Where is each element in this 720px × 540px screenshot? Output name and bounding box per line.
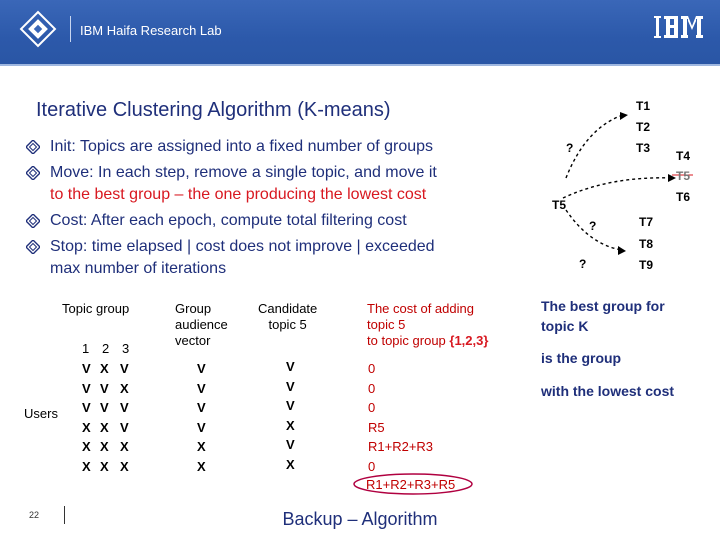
cost-cell: R5 [368, 419, 385, 435]
node-t7: T7 [639, 215, 654, 229]
bullet-keyword: Init: [50, 138, 76, 155]
matrix-cell: V [120, 361, 129, 376]
candidate-cell: V [286, 437, 295, 452]
audience-cell: V [197, 419, 206, 435]
cost-cell: 0 [368, 458, 376, 474]
arrowhead [618, 246, 626, 255]
node-t2: T2 [636, 120, 651, 134]
candidate-cell: V [286, 378, 295, 394]
matrix-cell: X [120, 380, 129, 396]
audience-cell: X [197, 458, 206, 474]
audience-header-line: Group [175, 301, 212, 316]
best-group-line2: topic K [541, 318, 589, 334]
matrix-cell: V [120, 419, 129, 435]
audience-header-line: vector [175, 333, 211, 348]
question-mark: ? [566, 141, 574, 155]
question-mark: ? [579, 257, 587, 271]
audience-cell: V [197, 400, 206, 415]
candidate-cell: V [286, 398, 295, 413]
matrix-cell: X [100, 361, 109, 376]
bullet-text-line2: max number of iterations [50, 260, 227, 277]
question-mark: ? [589, 219, 597, 233]
matrix-cell: V [120, 400, 129, 415]
cost-header-line: The cost of adding [367, 301, 474, 316]
matrix-cell: X [100, 419, 109, 435]
bullet-text: time elapsed | cost does not improve | exceeded [87, 238, 435, 255]
node-t4: T4 [676, 149, 691, 163]
candidate-cell: V [286, 359, 295, 374]
cost-header-set: {1,2,3} [449, 333, 489, 348]
footer-title: Backup – Algorithm [282, 509, 438, 529]
node-t5-removed: T5 [676, 169, 691, 183]
best-group-line1: The best group for [541, 298, 665, 314]
audience-header-line: audience [175, 317, 228, 332]
topic-group-header: Topic group [62, 301, 130, 316]
candidate-cell: X [286, 417, 295, 433]
group-col-2: 2 [102, 341, 110, 356]
page-number: 22 [29, 510, 40, 520]
bullet-text: Topics are assigned into a fixed number of groups [75, 138, 434, 155]
matrix-cell: X [120, 458, 129, 474]
cost-cell: 0 [368, 380, 376, 396]
node-t3: T3 [636, 141, 651, 155]
candidate-header-line: topic 5 [268, 317, 307, 332]
cost-header-text: to topic group [367, 333, 450, 348]
cost-total: R1+R2+R3+R5 [366, 477, 456, 492]
matrix-cell: V [100, 400, 109, 415]
best-group-line3: is the group [541, 350, 622, 366]
matrix-cell: X [82, 458, 91, 474]
candidate-header-line: Candidate [258, 301, 318, 316]
matrix-cell: V [82, 400, 91, 415]
group-col-3: 3 [122, 341, 130, 356]
group-col-1: 1 [82, 341, 90, 356]
cost-header-line: topic 5 [367, 317, 406, 332]
matrix-cell: X [82, 439, 91, 454]
node-t9: T9 [639, 258, 654, 272]
matrix-cell: X [100, 439, 109, 454]
matrix-cell: V [100, 380, 109, 396]
matrix-cell: V [82, 361, 91, 376]
audience-cell: X [197, 439, 206, 454]
best-group-line4: with the lowest cost [541, 383, 675, 399]
matrix-cell: X [82, 419, 91, 435]
node-t6: T6 [676, 190, 691, 204]
bullet-text: After each epoch, compute total filtering cost [87, 212, 407, 229]
diagram-arrow [566, 116, 620, 178]
audience-cell: V [197, 361, 206, 376]
matrix-cell: X [120, 439, 129, 454]
bullet-keyword: Move: [50, 164, 94, 181]
bullet-keyword: Stop: [50, 238, 88, 255]
diagram-arrow [563, 178, 672, 198]
bullet-keyword: Cost: [50, 212, 88, 229]
slide-title: Iterative Clustering Algorithm (K-means) [36, 99, 391, 121]
candidate-cell: X [286, 456, 295, 472]
node-t5: T5 [552, 198, 567, 212]
cost-cell: 0 [368, 400, 376, 415]
node-t1: T1 [636, 99, 651, 113]
audience-cell: V [197, 380, 206, 396]
node-t8: T8 [639, 237, 654, 251]
bullet-text: In each step, remove a single topic, and move it [93, 164, 437, 181]
lab-name: IBM Haifa Research Lab [80, 23, 222, 38]
bullet-highlight: to the best group – the one producing the lowest cost [50, 186, 427, 203]
users-label: Users [24, 406, 58, 421]
matrix-cell: X [100, 458, 109, 474]
matrix-cell: V [82, 380, 91, 396]
total-highlight-ellipse [354, 474, 472, 494]
arrowhead [620, 112, 628, 120]
cost-cell: R1+R2+R3 [368, 439, 434, 454]
cost-cell: 0 [368, 361, 376, 376]
